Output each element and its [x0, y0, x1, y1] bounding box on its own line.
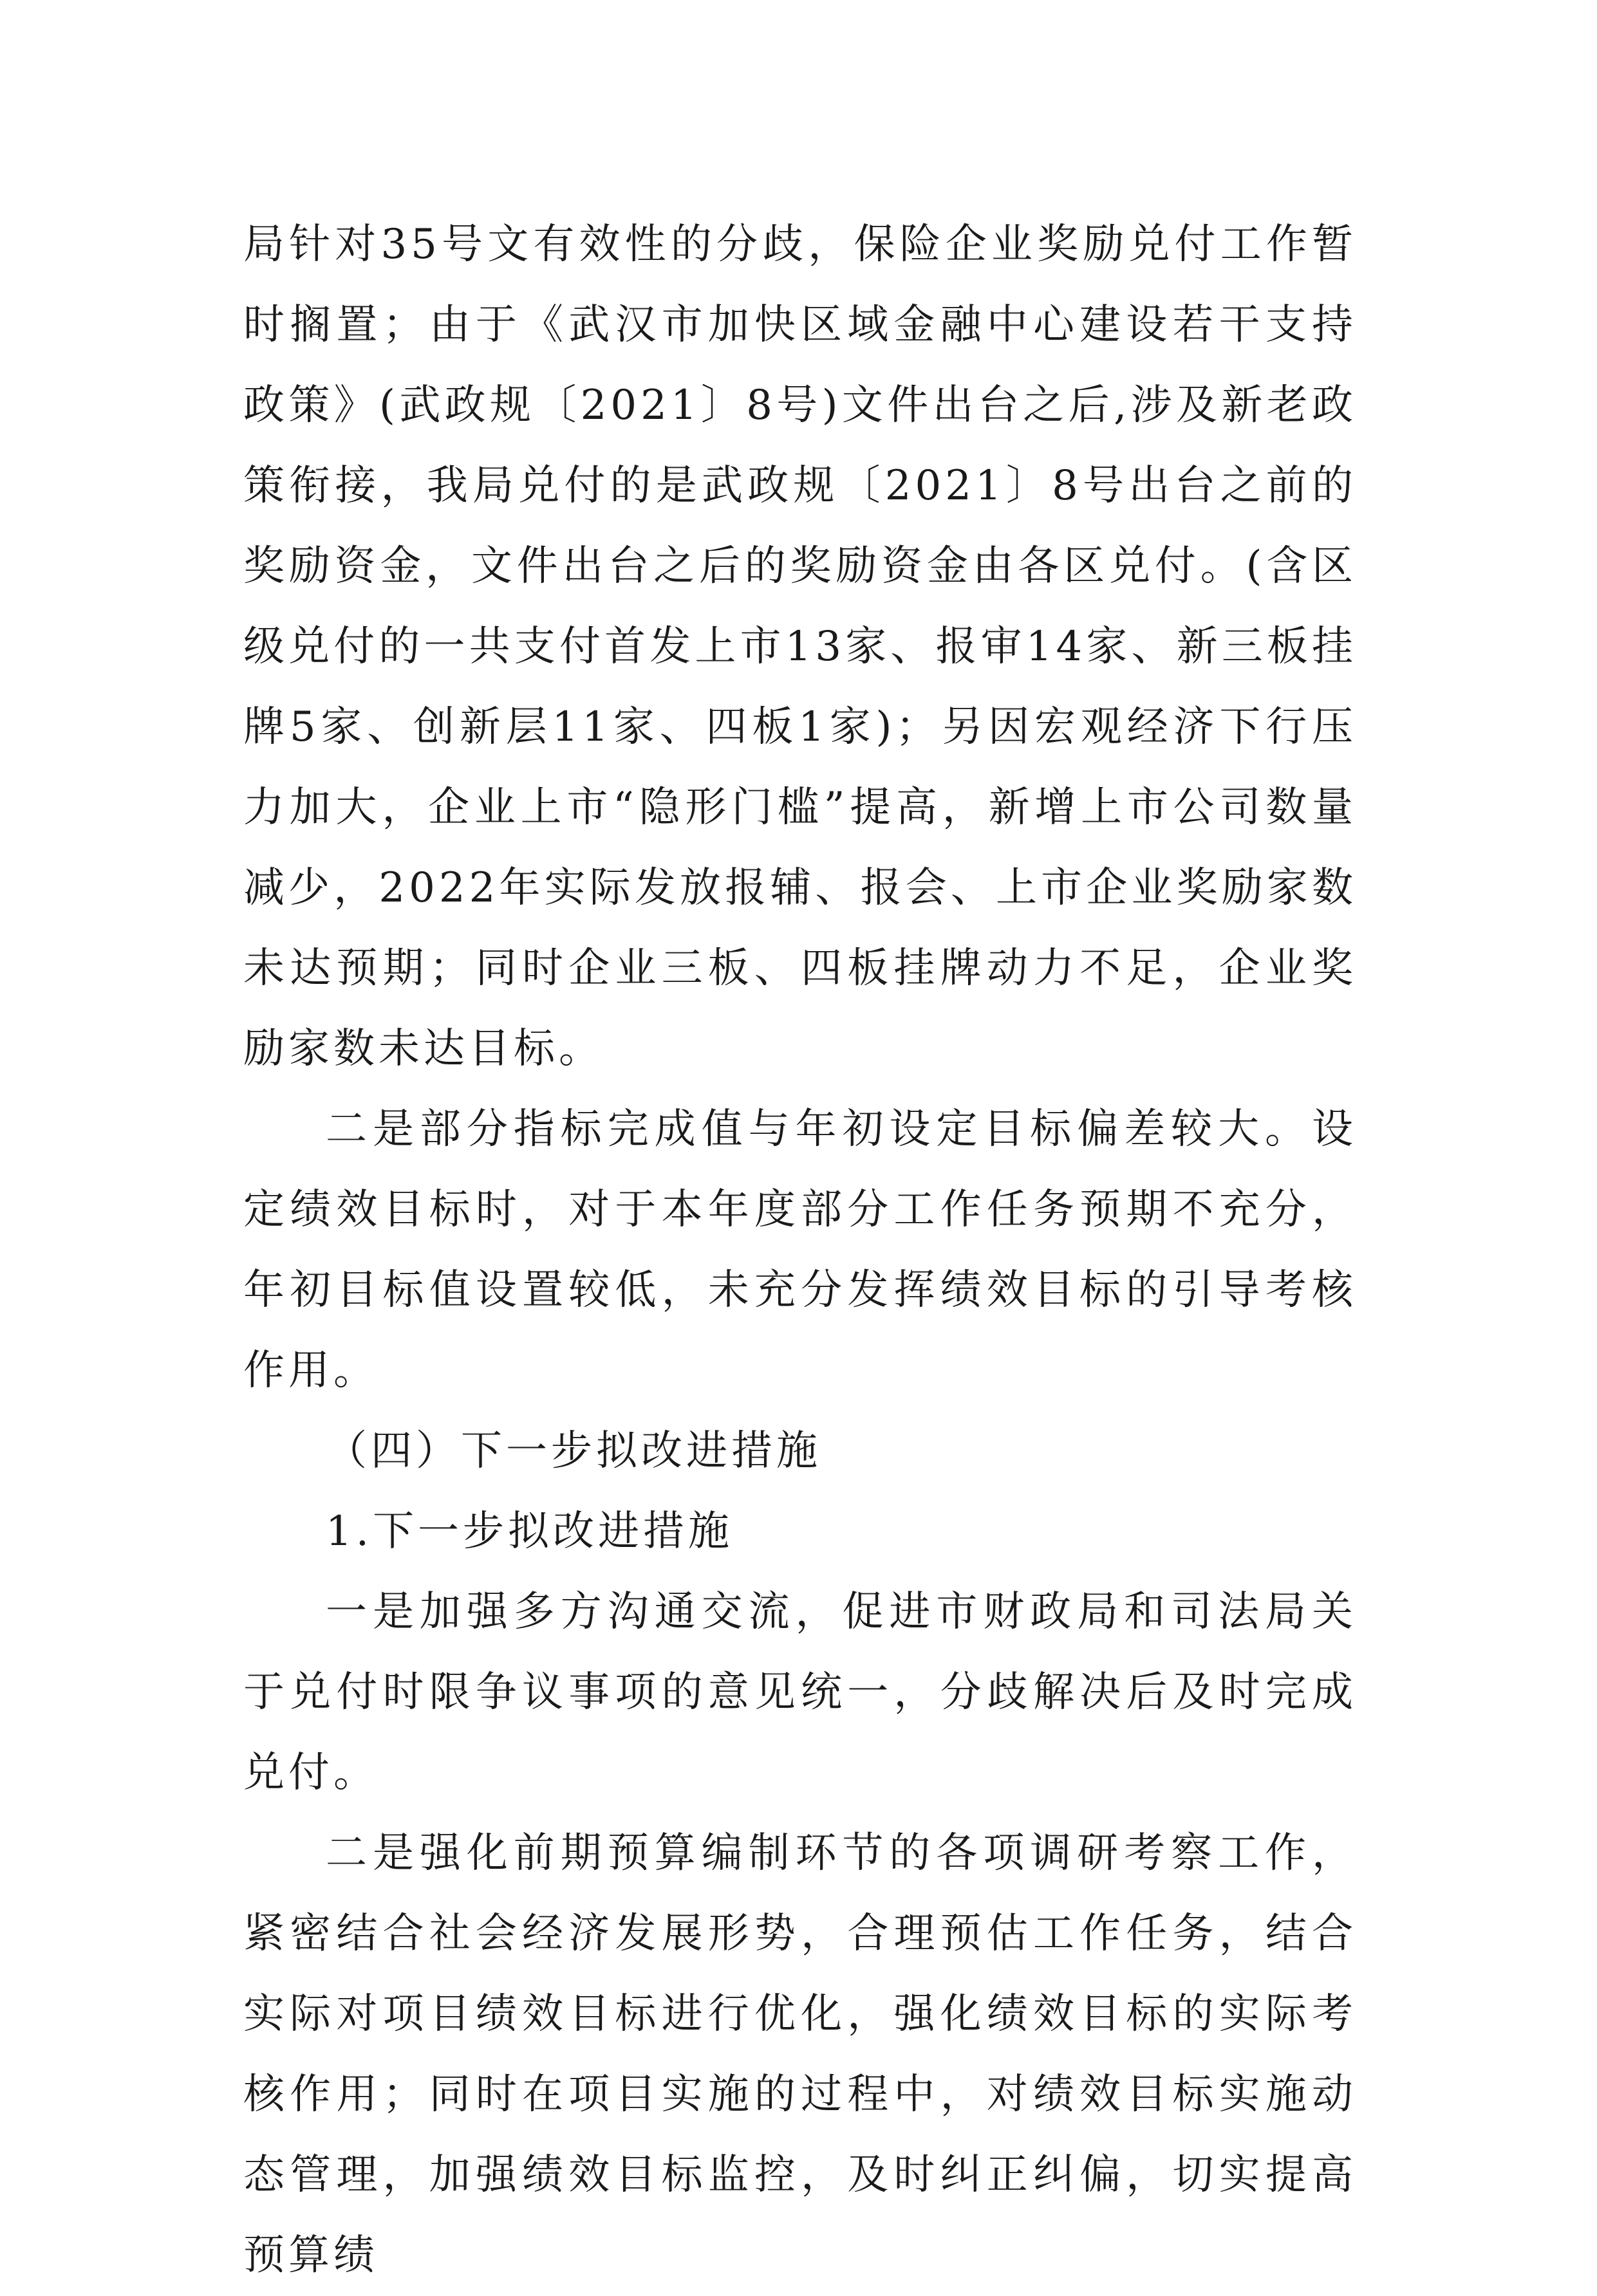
- paragraph-continuation: 局针对35号文有效性的分歧，保险企业奖励兑付工作暂时搁置；由于《武汉市加快区域金融中心建设若干支持政策》(武政规〔2021〕8号)文件出台之后,涉及新老政策衔接，我局兑付的是武政规〔2021〕8号出台之前的奖励资金，文件出台之后的奖励资金由各区兑付。(含区级兑付的一共支付首发上市13家、报审14家、新三板挂牌5家、创新层11家、四板1家)；另因宏观经济下行压力加大，企业上市“隐形门槛”提高，新增上市公司数量减少，2022年实际发放报辅、报会、上市企业奖励家数未达预期；同时企业三板、四板挂牌动力不足，企业奖励家数未达目标。: [243, 221, 1357, 1073]
- section-heading-next-steps: （四）下一步拟改进措施: [326, 1427, 821, 1475]
- paragraph-target-deviation: 二是部分指标完成值与年初设定目标偏差较大。设定绩效目标时，对于本年度部分工作任务预期不充分，年初目标值设置较低，未充分发挥绩效目标的引导考核作用。: [243, 1106, 1357, 1394]
- paragraph-communication: 一是加强多方沟通交流，促进市财政局和司法局关于兑付时限争议事项的意见统一，分歧解决后及时完成兑付。: [243, 1588, 1357, 1797]
- paragraph-budget-preparation: 二是强化前期预算编制环节的各项调研考察工作，紧密结合社会经济发展形势，合理预估工作任务，结合实际对项目绩效目标进行优化，强化绩效目标的实际考核作用；同时在项目实施的过程中，对绩效目标实施动态管理，加强绩效目标监控，及时纠正纠偏，切实提高预算绩: [243, 1829, 1357, 2279]
- numbered-heading-improvement-measures: 1.下一步拟改进措施: [326, 1508, 734, 1555]
- document-body: [243, 205, 1357, 2296]
